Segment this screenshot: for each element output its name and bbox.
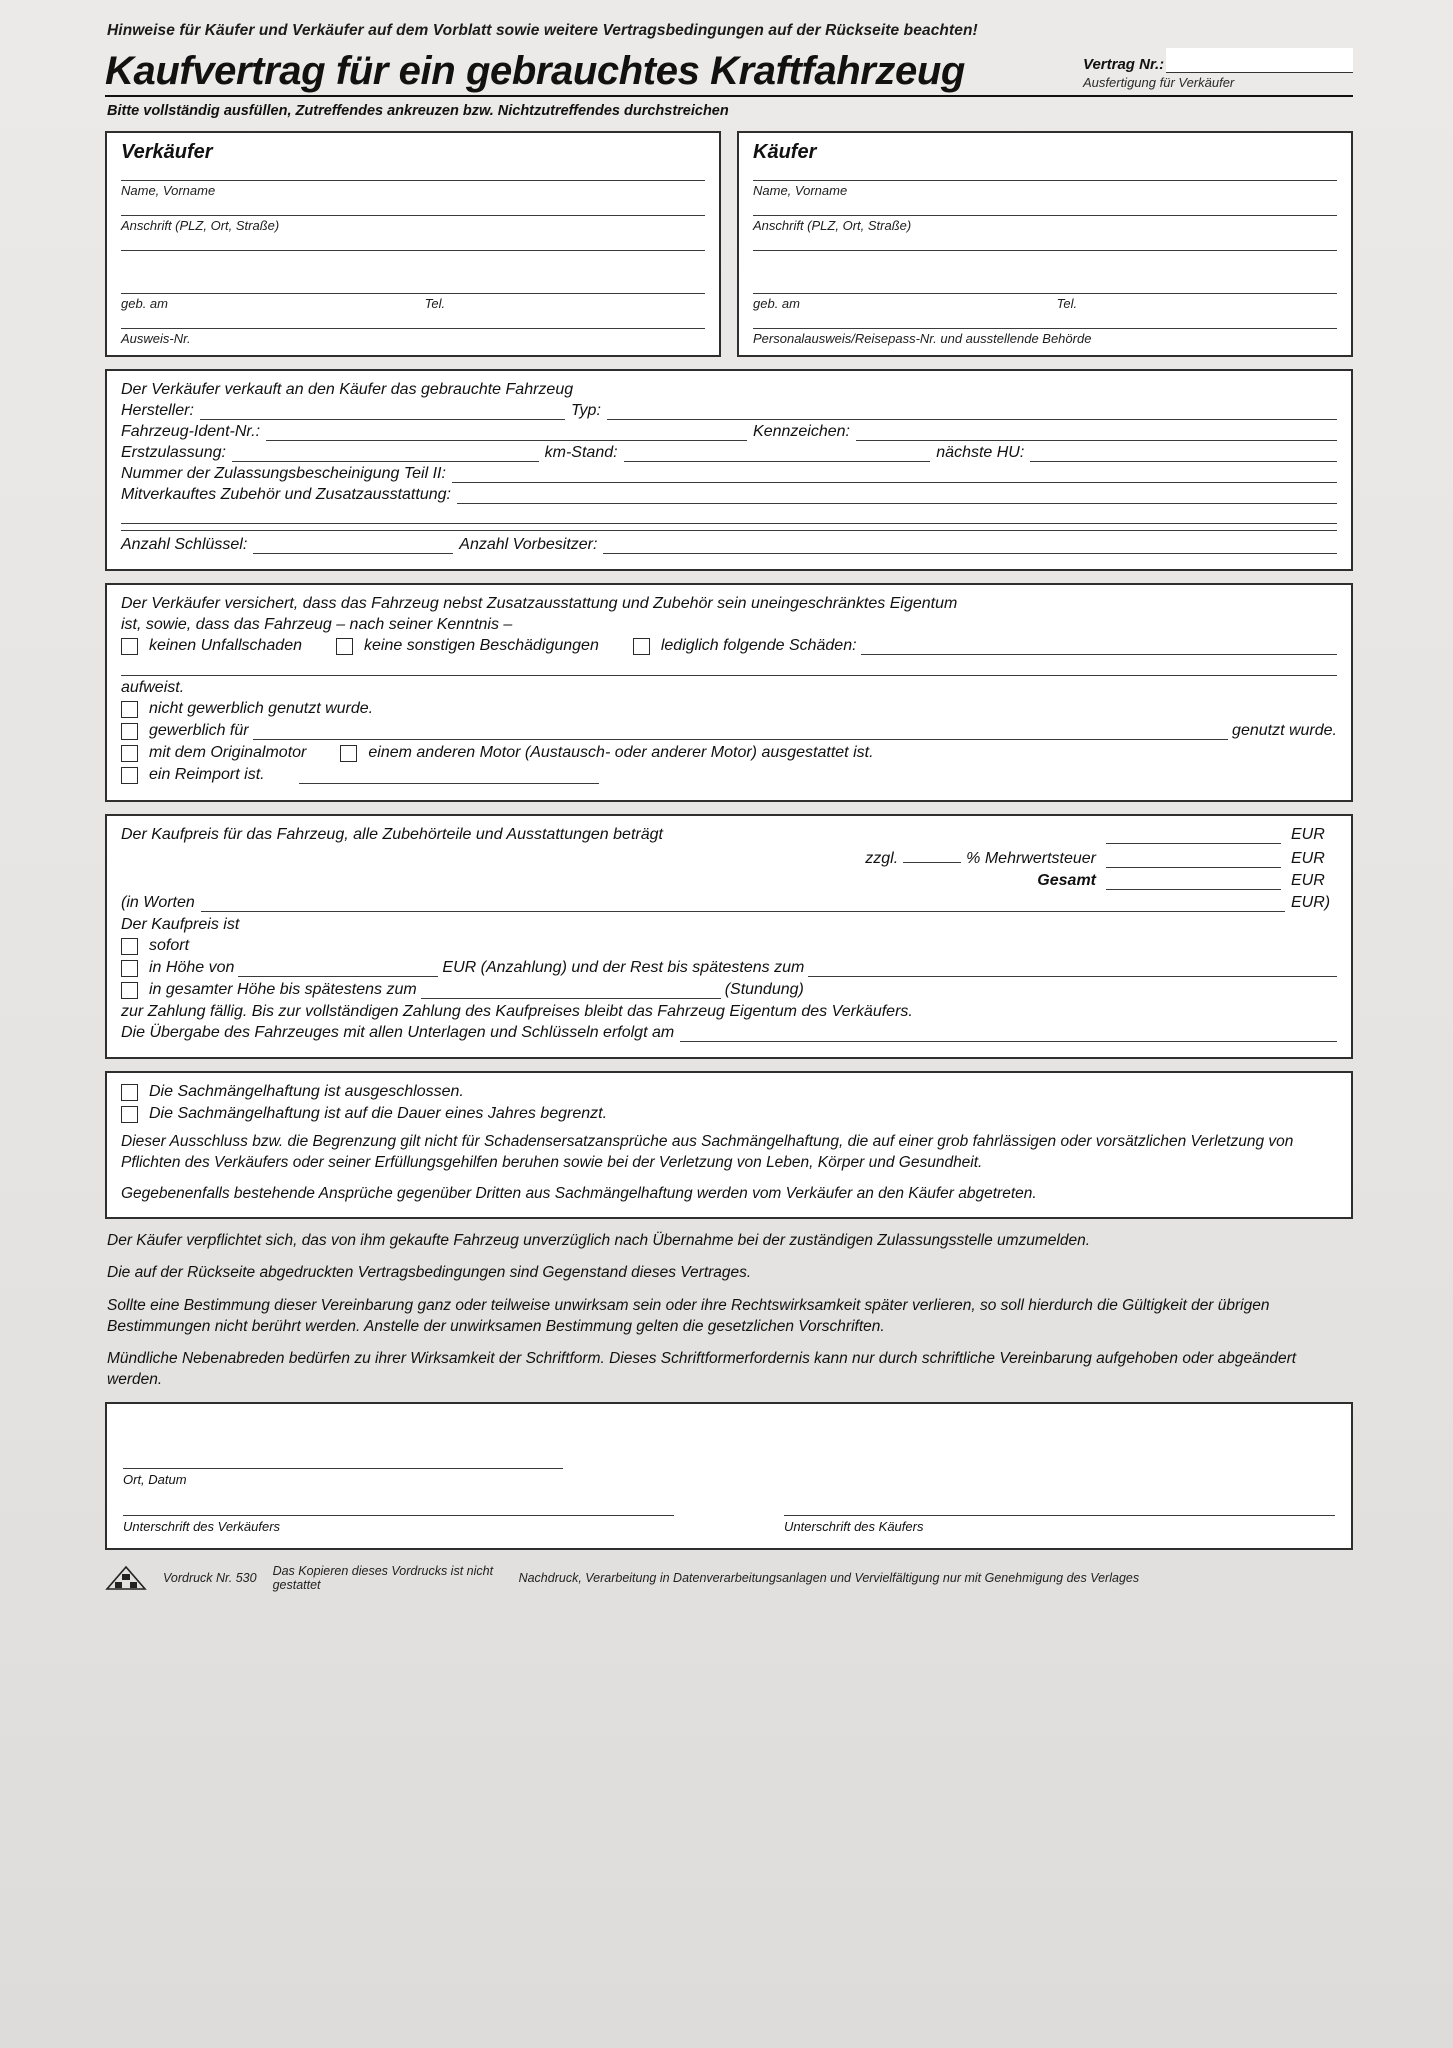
label-anzahlung-a: in Höhe von: [149, 959, 235, 976]
signature-date-field[interactable]: [123, 1466, 563, 1487]
contract-copy-note: Ausfertigung für Verkäufer: [1083, 75, 1235, 90]
title-row: [105, 48, 1353, 97]
footer-copyright: Nachdruck, Verarbeitung in Datenverarbeitungsanlagen und Vervielfältigung nur mit Genehmigung des Verlages: [518, 1571, 1140, 1586]
vorbesitzer-input[interactable]: [603, 538, 1337, 554]
vorbesitzer-label: Anzahl Vorbesitzer:: [459, 536, 598, 553]
price-base-label: Der Kaufpreis für das Fahrzeug, alle Zubehörteile und Ausstattungen beträgt: [121, 826, 663, 843]
seller-signature-caption: Unterschrift des Verkäufers: [123, 1519, 281, 1535]
vehicle-maker-row: [121, 402, 1337, 420]
zulassung-input[interactable]: [452, 467, 1337, 483]
kmstand-label: km-Stand:: [544, 444, 618, 461]
label-sachmaengelhaftung-ausgeschlossen: Die Sachmängelhaftung ist ausgeschlossen.: [149, 1083, 464, 1100]
checkbox-reimport[interactable]: [121, 767, 138, 784]
schluessel-input[interactable]: [253, 538, 453, 554]
price-total-row: [121, 872, 1337, 890]
closing-paragraph-1: Der Käufer verpflichtet sich, das von ihm gekaufte Fahrzeug unverzüglich nach Übernahme bei der zuständigen Zulassungsstelle umzumelden.: [107, 1231, 1091, 1249]
label-nicht-gewerblich: nicht gewerblich genutzt wurde.: [149, 700, 374, 717]
seller-name-caption: Name, Vorname: [121, 183, 216, 198]
warranty-paragraph-2: Gegebenenfalls bestehende Ansprüche gegenüber Dritten aus Sachmängelhaftung werden vom Verkäufer an den Käufer abgetreten.: [121, 1185, 1037, 1203]
checkbox-anzahlung[interactable]: [121, 960, 138, 977]
vehicle-keys-row: [121, 536, 1337, 554]
footer-form-label: Vordruck Nr.: [163, 1571, 233, 1586]
buyer-birth-caption: geb. am: [753, 296, 800, 311]
schluessel-label: Anzahl Schlüssel:: [121, 536, 248, 553]
label-stundung-b: (Stundung): [724, 981, 804, 998]
checkbox-anderer-motor[interactable]: [340, 745, 357, 762]
closing-paragraph-2: Die auf der Rückseite abgedruckten Vertragsbedingungen sind Gegenstand dieses Vertrages.: [107, 1264, 752, 1282]
buyer-tel-caption: Tel.: [1056, 296, 1078, 311]
seller-birth-caption: geb. am: [121, 296, 168, 311]
usage-private-row: [121, 700, 1337, 718]
kennzeichen-input[interactable]: [856, 425, 1337, 441]
seller-id-caption: Ausweis-Nr.: [121, 331, 191, 346]
footer: [105, 1560, 1353, 1592]
seller-tel-caption: Tel.: [424, 296, 446, 311]
vat-percent-input[interactable]: [903, 848, 961, 863]
seller-title: Verkäufer: [121, 141, 213, 163]
signature-pair: [123, 1513, 1335, 1534]
seller-address-extra-field[interactable]: [121, 250, 705, 277]
payment-deposit-row: [121, 959, 1337, 977]
in-worten-currency: EUR): [1291, 894, 1331, 911]
vehicle-registration-row: [121, 444, 1337, 462]
seller-signature-field[interactable]: [123, 1513, 674, 1534]
warranty-box: [105, 1071, 1353, 1219]
buyer-address-extra-field[interactable]: [753, 250, 1337, 277]
price-box: [105, 814, 1353, 1059]
vehicle-vin-row: [121, 423, 1337, 441]
condition-intro-line1: Der Verkäufer versichert, dass das Fahrzeug nebst Zusatzausstattung und Zubehör sein uneingeschränktes Eigentum: [121, 595, 958, 612]
label-lediglich-folgende-schaeden: lediglich folgende Schäden:: [660, 637, 857, 654]
contract-number-label: Vertrag Nr.:: [1083, 56, 1165, 73]
zulassung-label: Nummer der Zulassungsbescheinigung Teil II:: [121, 465, 446, 482]
naechste-hu-input[interactable]: [1030, 446, 1337, 462]
in-worten-input[interactable]: [201, 896, 1285, 912]
price-words-row: [121, 894, 1337, 912]
closing-paragraph-3: Sollte eine Bestimmung dieser Vereinbarung ganz oder teilweise unwirksam sein oder ihre Rechtswirksamkeit später verlieren, so soll hierdurch die Gültigkeit der übrigen Bestimmungen nicht berührt werden. Anstelle der unwirksamen Bestimmung gelten die gesetzlichen Vorschriften.: [107, 1297, 1270, 1335]
kmstand-input[interactable]: [624, 446, 931, 462]
schaeden-input[interactable]: [861, 639, 1337, 655]
buyer-name-field[interactable]: [753, 180, 1337, 199]
vat-suffix: % Mehrwertsteuer: [966, 850, 1096, 867]
hersteller-input[interactable]: [200, 404, 565, 420]
payment-immediate-row: [121, 937, 1337, 955]
checkbox-sachmaengelhaftung-ausgeschlossen[interactable]: [121, 1084, 138, 1101]
checkbox-sofort[interactable]: [121, 938, 138, 955]
handover-row: [121, 1024, 1337, 1042]
closing-paragraph-4: Mündliche Nebenabreden bedürfen zu ihrer Wirksamkeit der Schriftform. Dieses Schriftformerfordernis kann nur durch schriftliche Vereinbarung aufgehoben oder abgeändert werden.: [107, 1350, 1297, 1388]
aufweist-text: aufweist.: [121, 679, 185, 696]
seller-birth-tel-field[interactable]: [121, 293, 705, 312]
price-base-input[interactable]: [1106, 828, 1281, 844]
motor-row: [121, 744, 1337, 762]
seller-address-field[interactable]: [121, 215, 705, 234]
contract-number-input[interactable]: [1166, 48, 1353, 73]
contract-number-field: [1083, 48, 1353, 92]
checkbox-nicht-gewerblich[interactable]: [121, 701, 138, 718]
footer-copy-note: Das Kopieren dieses Vordrucks ist nicht gestattet: [272, 1564, 494, 1593]
label-stundung-a: in gesamter Höhe bis spätestens zum: [149, 981, 417, 998]
parties-row: [105, 131, 1353, 357]
label-anderer-motor: einem anderen Motor (Austausch- oder anderer Motor) ausgestattet ist.: [368, 744, 874, 761]
checkbox-stundung[interactable]: [121, 982, 138, 999]
publisher-logo-icon: [105, 1565, 147, 1591]
erstzulassung-input[interactable]: [232, 446, 539, 462]
checkbox-lediglich-folgende-schaeden[interactable]: [633, 638, 650, 655]
zubehoer-input-line2[interactable]: [121, 507, 1337, 524]
buyer-box: [737, 131, 1353, 357]
buyer-birth-tel-field[interactable]: [753, 293, 1337, 312]
buyer-name-caption: Name, Vorname: [753, 183, 848, 198]
vehicle-divider: [121, 530, 1337, 531]
erstzulassung-label: Erstzulassung:: [121, 444, 226, 461]
buyer-title: Käufer: [753, 141, 817, 163]
label-sachmaengelhaftung-begrenzt: Die Sachmängelhaftung ist auf die Dauer eines Jahres begrenzt.: [149, 1105, 608, 1122]
warranty-paragraph-1: Dieser Ausschluss bzw. die Begrenzung gilt nicht für Schadensersatzansprüche aus Sachmängelhaftung, die auf einer grob fahrlässigen oder vorsätzlichen Verletzung von Pflichten des Verkäufers oder seiner Erfüllungsgehilfen beruhen sowie bei der Verletzung von Leben, Körper und Gesundheit.: [121, 1133, 1294, 1171]
buyer-id-caption: Personalausweis/Reisepass-Nr. und ausstellende Behörde: [753, 331, 1092, 346]
stundung-date-input[interactable]: [421, 983, 721, 999]
in-worten-label: (in Worten: [121, 894, 195, 911]
zubehoer-input[interactable]: [457, 488, 1337, 504]
payment-intro: Der Kaufpreis ist: [121, 916, 240, 933]
naechste-hu-label: nächste HU:: [936, 444, 1025, 461]
checkbox-keine-sonstigen-beschaedigungen[interactable]: [336, 638, 353, 655]
price-vat-row: [121, 848, 1337, 868]
vehicle-papers-row: [121, 465, 1337, 483]
warranty-limited-row: [121, 1105, 1337, 1123]
checkbox-gewerblich[interactable]: [121, 723, 138, 740]
seller-id-field[interactable]: [121, 328, 705, 347]
buyer-address-caption: Anschrift (PLZ, Ort, Straße): [753, 218, 912, 233]
checkbox-kein-unfallschaden[interactable]: [121, 638, 138, 655]
signature-box: [105, 1402, 1353, 1550]
label-sofort: sofort: [149, 937, 190, 954]
payment-due-text: zur Zahlung fällig. Bis zur vollständigen Zahlung des Kaufpreises bleibt das Fahrzeug Eigentum des Verkäufers.: [121, 1003, 913, 1020]
fin-input[interactable]: [266, 425, 747, 441]
payment-deferred-row: [121, 981, 1337, 999]
checkbox-sachmaengelhaftung-begrenzt[interactable]: [121, 1106, 138, 1123]
schaeden-input-line2[interactable]: [121, 659, 1337, 676]
vat-prefix: zzgl.: [865, 850, 899, 867]
price-total-input[interactable]: [1106, 874, 1281, 890]
price-base-currency: EUR: [1291, 826, 1325, 843]
signature-date-caption: Ort, Datum: [123, 1472, 187, 1488]
footer-form-number: [163, 1571, 257, 1585]
condition-intro-line2: ist, sowie, dass das Fahrzeug – nach seiner Kenntnis –: [121, 616, 513, 633]
price-base-row: [121, 826, 1337, 844]
reimport-row: [121, 766, 1337, 784]
uebergabe-label: Die Übergabe des Fahrzeuges mit allen Unterlagen und Schlüsseln erfolgt am: [121, 1024, 675, 1041]
seller-address-caption: Anschrift (PLZ, Ort, Straße): [121, 218, 280, 233]
price-vat-currency: EUR: [1291, 850, 1325, 867]
label-keine-sonstigen-beschaedigungen: keine sonstigen Beschädigungen: [364, 637, 599, 654]
price-vat-label: [121, 848, 1096, 868]
price-total-label: Gesamt: [1037, 872, 1096, 889]
checkbox-originalmotor[interactable]: [121, 745, 138, 762]
condition-options-row: [121, 637, 1337, 655]
label-reimport: ein Reimport ist.: [149, 766, 265, 783]
vehicle-lead: Der Verkäufer verkauft an den Käufer das gebrauchte Fahrzeug: [121, 381, 574, 398]
gewerblich-input[interactable]: [253, 724, 1228, 740]
restzahlung-date-input[interactable]: [808, 961, 1337, 977]
label-kein-unfallschaden: keinen Unfallschaden: [149, 637, 302, 654]
top-note: Hinweise für Käufer und Verkäufer auf dem Vorblatt sowie weitere Vertragsbedingungen auf der Rückseite beachten!: [107, 22, 978, 39]
vehicle-accessories-row: [121, 486, 1337, 504]
page-title: Kaufvertrag für ein gebrauchtes Kraftfahrzeug: [105, 49, 965, 94]
uebergabe-date-input[interactable]: [680, 1026, 1337, 1042]
anzahlung-input[interactable]: [238, 961, 438, 977]
vehicle-box: [105, 369, 1353, 571]
typ-input[interactable]: [607, 404, 1337, 420]
label-gewerblich-tail: genutzt wurde.: [1232, 722, 1337, 739]
label-gewerblich: gewerblich für: [149, 722, 249, 739]
seller-box: [105, 131, 721, 357]
fill-instruction: Bitte vollständig ausfüllen, Zutreffendes ankreuzen bzw. Nichtzutreffendes durchstreichen: [107, 103, 729, 119]
buyer-address-field[interactable]: [753, 215, 1337, 234]
fin-label: Fahrzeug-Ident-Nr.:: [121, 423, 261, 440]
hersteller-label: Hersteller:: [121, 402, 194, 419]
label-originalmotor: mit dem Originalmotor: [149, 744, 307, 761]
kennzeichen-label: Kennzeichen:: [753, 423, 850, 440]
seller-name-field[interactable]: [121, 180, 705, 199]
zubehoer-label: Mitverkauftes Zubehör und Zusatzausstattung:: [121, 486, 451, 503]
reimport-input[interactable]: [299, 768, 599, 784]
buyer-signature-field[interactable]: [784, 1513, 1335, 1534]
label-anzahlung-b: EUR (Anzahlung) und der Rest bis spätestens zum: [442, 959, 805, 976]
typ-label: Typ:: [570, 402, 601, 419]
price-total-currency: EUR: [1291, 872, 1325, 889]
buyer-signature-caption: Unterschrift des Käufers: [784, 1519, 924, 1535]
warranty-excluded-row: [121, 1083, 1337, 1101]
price-vat-input[interactable]: [1106, 852, 1281, 868]
buyer-id-field[interactable]: [753, 328, 1337, 347]
footer-form-value: 530: [235, 1571, 257, 1586]
condition-box: [105, 583, 1353, 802]
usage-commercial-row: [121, 722, 1337, 740]
